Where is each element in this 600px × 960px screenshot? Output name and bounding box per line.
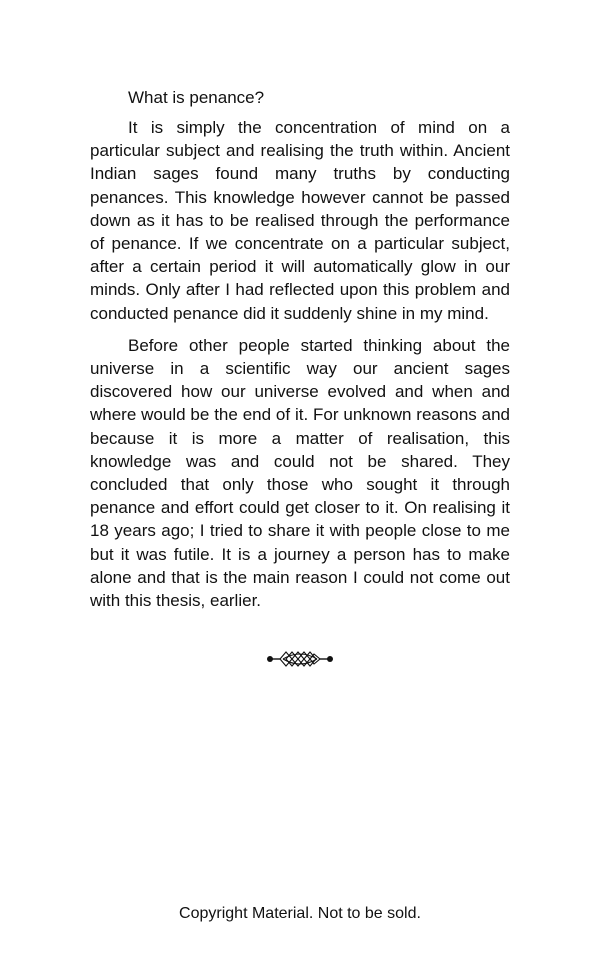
copyright-footer: Copyright Material. Not to be sold.: [179, 905, 421, 922]
section-divider-ornament-icon: [266, 648, 334, 670]
page-body: [90, 86, 510, 621]
paragraph-1: It is simply the concentration of mind on a particular subject and realising the truth within. Ancient Indian sages found many truths by conducting penances. This knowledge however cannot be passed down as it has to be realised through the performance of penance. If we concentrate on a particular subject, after a certain period it will automatically glow in our minds. Only after I had reflected upon this problem and conducted penance did it suddenly shine in my mind.: [90, 118, 510, 323]
paragraph-2: Before other people started thinking about the universe in a scientific way our ancient sages discovered how our universe evolved and when and where would be the end of it. For unknown reasons and because it is more a matter of realisation, this knowledge was and could not be shared. They concluded that only those who sought it through penance and effort could get closer to it. On realising it 18 years ago; I tried to share it with people close to me but it was futile. It is a journey a person has to make alone and that is the main reason I could not come out with this thesis, earlier.: [90, 335, 510, 611]
section-heading: What is penance?: [128, 88, 265, 107]
